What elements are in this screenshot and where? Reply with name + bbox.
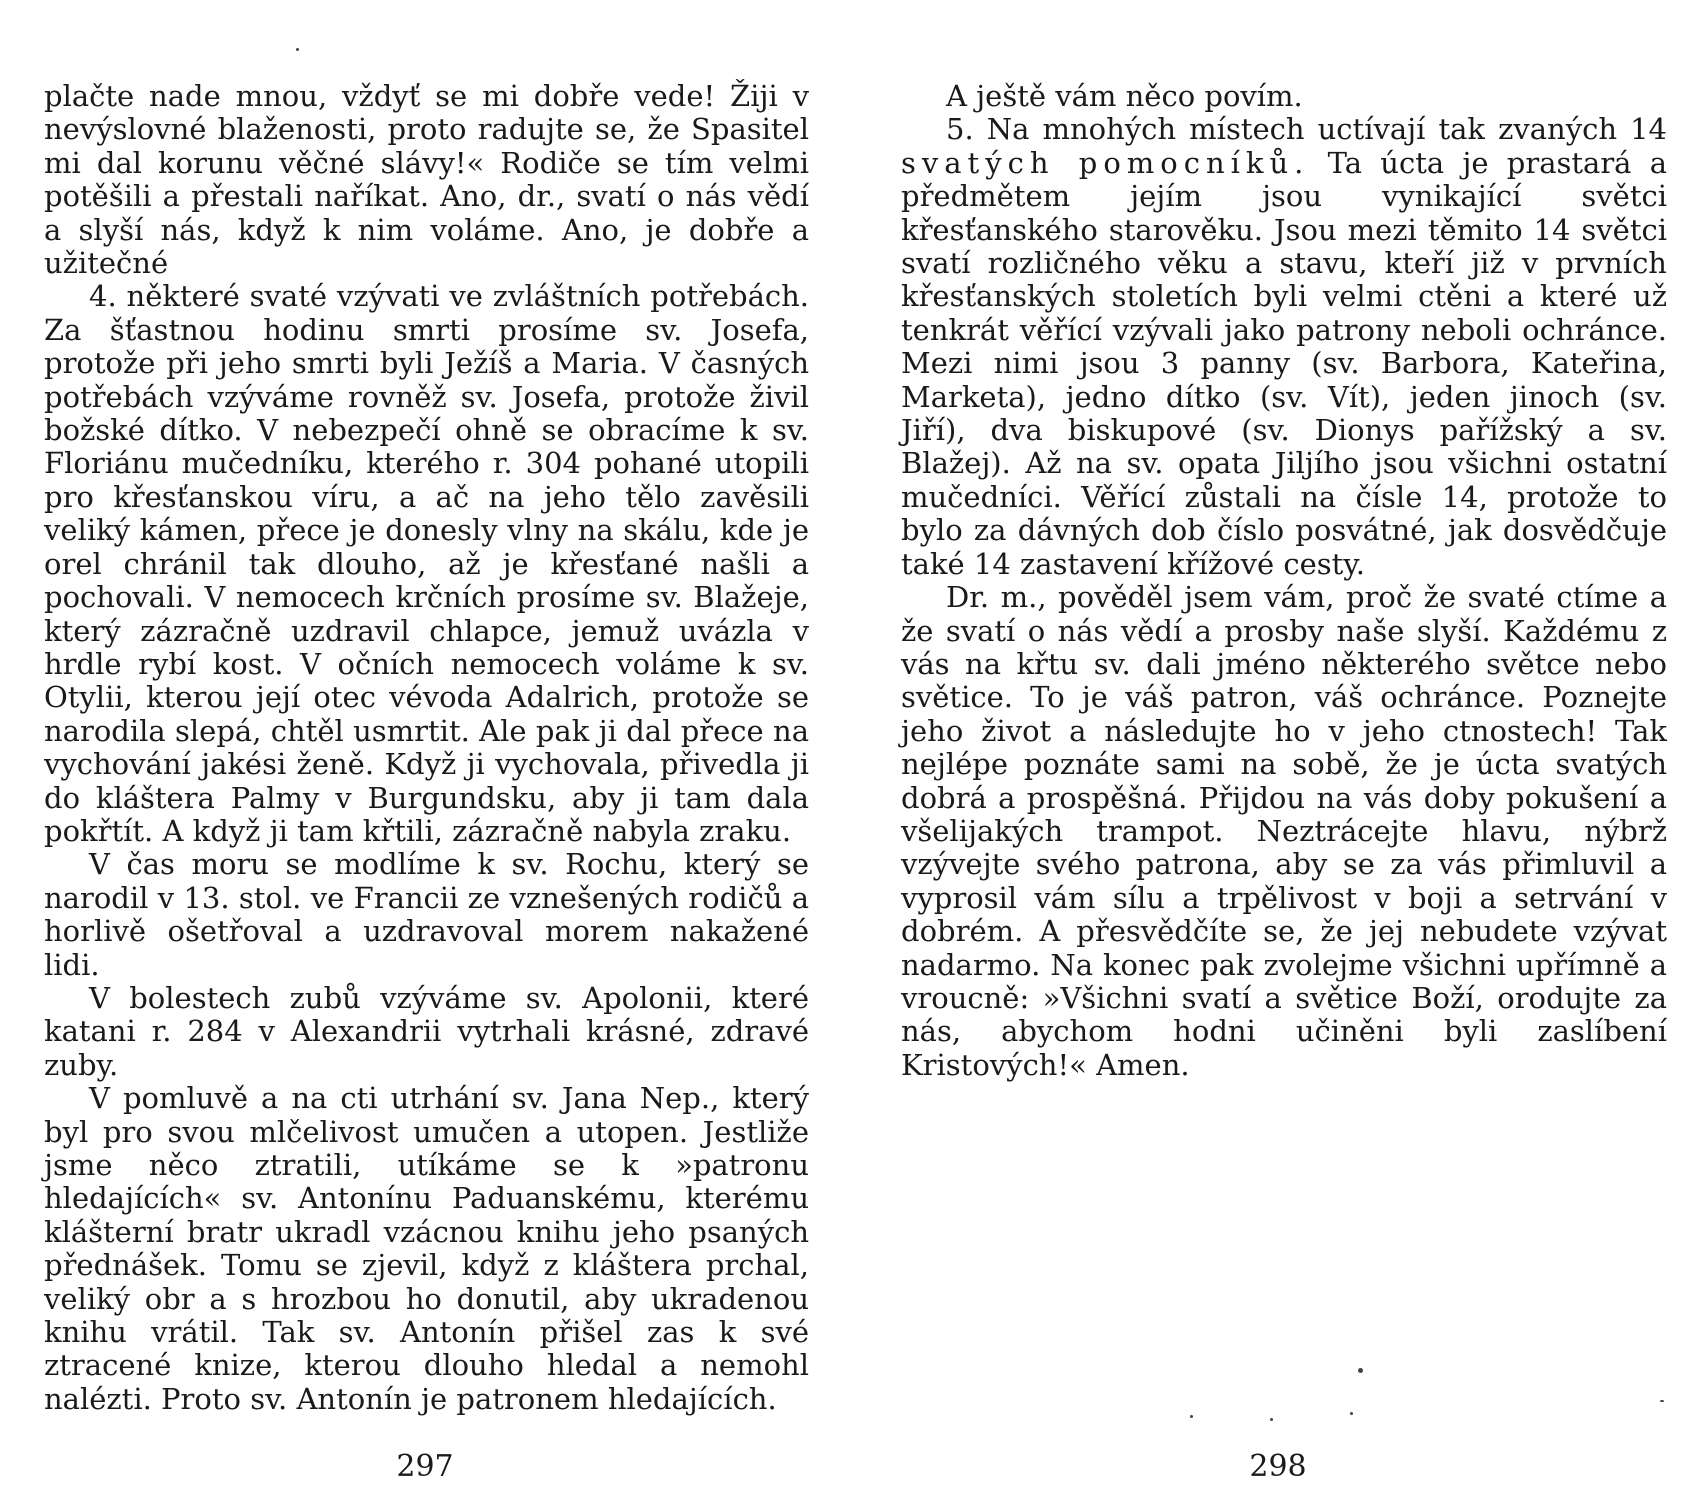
paragraph-point-5: [901, 113, 1667, 581]
point-5-body: Ta úcta je prastará a předmětem jejím jsou vynikající světci křesťanského starověku. Jsou mezi těmito 14 světci svatí rozličného věku a stavu, kteří již v prvních křesťanských stoletích byli velmi ctěni a které už tenkrát věřící vzývali jako patrony neboli ochránce. Mezi nimi jsou 3 panny (sv. Barbora, Kateřina, Marketa), jedno dítko (sv. Vít), jeden jinoch (sv. Jiří), dva biskupové (sv. Dionys pařížský a sv. Blažej). Až na sv. opata Jiljího jsou všichni ostatní mučedníci. Věřící zůstali na čísle 14, protože to bylo za dávných dob číslo posvátné, jak dosvědčuje také 14 zastavení křížové cesty.: [901, 145, 1668, 581]
paragraph-plague: V čas moru se modlíme k sv. Rochu, který se narodil v 13. stol. ve Francii ze vznešených rodičů a horlivě ošetřoval a uzdravoval morem nakažené lidi.: [44, 847, 809, 982]
scan-speck: [1190, 1415, 1193, 1418]
paragraph-toothache: V bolestech zubů vzýváme sv. Apolonii, které katani r. 284 v Alexandrii vytrhali krásné, zdravé zuby.: [44, 980, 809, 1082]
paragraph-continuation: plačte nade mnou, vždyť se mi dobře vede! Žiji v nevýslovné blaženosti, proto radujte se, že Spasitel mi dal korunu věčné slávy!« Rodiče se tím velmi potěšili a přestali naříkat. Ano, dr., svatí o nás vědí a slyší nás, když k nim voláme. Ano, je dobře a užitečné: [44, 79, 809, 281]
paragraph-slander: V pomluvě a na cti utrhání sv. Jana Nep., který byl pro svou mlčelivost umučen a utopen. Jestliže jsme něco ztratili, utíkáme se k »patronu hledajících« sv. Antonínu Paduanskému, kterému klášterní bratr ukradl vzácnou knihu jeho psaných přednášek. Tomu se zjevil, když z kláštera prchal, veliký obr a s hrozbou ho donutil, aby ukradenou knihu vrátil. Tak sv. Antonín přišel zas k své ztracené knize, kterou dlouho hledal a nemohl nalézti. Proto sv. Antonín je patronem hledajících.: [44, 1081, 809, 1416]
page-number-297: 297: [396, 1449, 454, 1484]
scan-speck: [1350, 1412, 1353, 1415]
paragraph-point-4: 4. některé svaté vzývati ve zvláštních potřebách. Za šťastnou hodinu smrti prosíme sv. Josefa, protože při jeho smrti byli Ježíš a Maria. V časných potřebách vzýváme rovněž sv. Josefa, protože živil božské dítko. V nebezpečí ohně se obracíme k sv. Floriánu mučedníku, kterého r. 304 pohané utopili pro křesťanskou víru, a ač na jeho tělo zavěsili veliký kámen, přece je donesly vlny na skálu, kde je orel chránil tak dlouho, až je křesťané našli a pochovali. V nemocech krčních prosíme sv. Blažeje, který zázračně uzdravil chlapce, jemuž uvázla v hrdle rybí kost. V očních nemocech voláme k sv. Otylii, kterou její otec vévoda Adalrich, protože se narodila slepá, chtěl usmrtit. Ale pak ji dal přece na vychování jakési ženě. Když ji vychovala, přivedla ji do kláštera Palmy v Burgundsku, aby ji tam dala pokřtít. A když ji tam křtili, zázračně nabyla zraku.: [44, 279, 809, 848]
fourteen-helpers-emphasis: svatých pomocníků.: [901, 145, 1310, 180]
scan-speck: [296, 48, 299, 51]
right-page: [853, 0, 1706, 1500]
right-text-column: [901, 80, 1667, 1082]
page-number-298: 298: [1249, 1449, 1307, 1484]
paragraph-intro: A ještě vám něco povím.: [946, 79, 1303, 113]
scan-speck: [1358, 1368, 1363, 1373]
scan-speck: [1660, 1400, 1664, 1402]
scan-speck: [1270, 1418, 1273, 1421]
paragraph-closing: Dr. m., pověděl jsem vám, proč že svaté ctíme a že svatí o nás vědí a prosby naše slyší. Každému z vás na křtu sv. dali jméno některého světce nebo světice. To je váš patron, váš ochránce. Poznejte jeho život a následujte ho v jeho ctnostech! Tak nejlépe poznáte sami na sobě, že je úcta svatých dobrá a prospěšná. Přijdou na vás doby pokušení a všelijakých trampot. Neztrácejte hlavu, nýbrž vzývejte svého patrona, aby se za vás přimluvil a vyprosil vám sílu a trpělivost v boji a setrvání v dobrém. A přesvědčíte se, že jej nebudete vzývat nadarmo. Na konec pak zvolejme všichni upřímně a vroucně: »Všichni svatí a světice Boží, orodujte za nás, abychom hodni učiněni byli zaslíbení Kristových!« Amen.: [901, 580, 1667, 1082]
left-text-column: [44, 80, 809, 1416]
point-5-opening: 5. Na mnohých místech uctívají tak zvaných 14: [946, 112, 1667, 147]
